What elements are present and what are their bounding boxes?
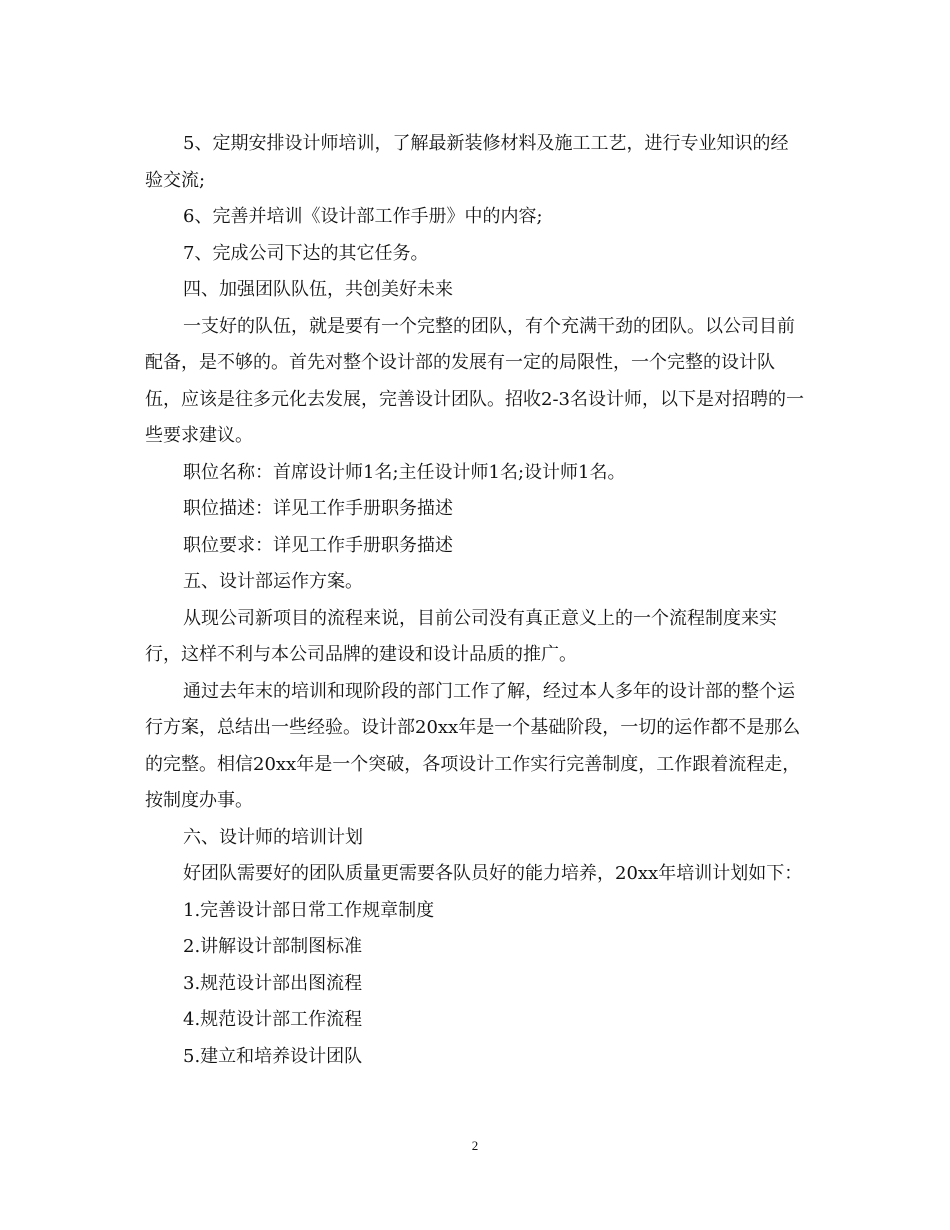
paragraph-position-requirements: 职位要求：详见工作手册职务描述	[183, 534, 453, 556]
list-item-5: 5.建立和培养设计团队	[183, 1045, 363, 1067]
page-number: 2	[471, 1138, 479, 1153]
paragraph-training-item-6: 6、完善并培训《设计部工作手册》中的内容;	[183, 206, 543, 227]
list-item-2: 2.讲解设计部制图标准	[183, 936, 363, 957]
list-item-3: 3.规范设计部出图流程	[183, 972, 363, 994]
paragraph-training-plan-intro: 好团队需要好的团队质量更需要各队员好的能力培养，20xx年培训计划如下：	[183, 863, 803, 884]
paragraph-position-description: 职位描述：详见工作手册职务描述	[183, 498, 453, 519]
document-body	[145, 126, 805, 1075]
paragraph-operation-plan: 通过去年末的培训和现阶段的部门工作了解，经过本人多年的设计部的整个运行方案，总结出一些经验。设计部20xx年是一个基础阶段，一切的运作都不是那么的完整。相信20xx年是一个突破，各项设计工作实行完善制度，工作跟着流程走，按制度办事。	[145, 680, 801, 811]
section-heading-5: 五、设计部运作方案。	[183, 571, 363, 592]
paragraph-training-item-7: 7、完成公司下达的其它任务。	[183, 242, 429, 264]
section-heading-4: 四、加强团队队伍，共创美好未来	[183, 279, 453, 300]
paragraph-position-name: 职位名称：首席设计师1名;主任设计师1名;设计师1名。	[183, 461, 626, 483]
paragraph-team-building: 一支好的队伍，就是要有一个完整的团队，有个充满干劲的团队。以公司目前配备，是不够的。首先对整个设计部的发展有一定的局限性，一个完整的设计队伍，应该是往多元化去发展，完善设计团队。招收2-3名设计师，以下是对招聘的一些要求建议。	[145, 315, 804, 446]
paragraph-training-item-5: 5、定期安排设计师培训，了解最新装修材料及施工工艺，进行专业知识的经验交流;	[145, 133, 789, 191]
paragraph-current-process: 从现公司新项目的流程来说，目前公司没有真正意义上的一个流程制度来实行，这样不利与本公司品牌的建设和设计品质的推广。	[145, 607, 777, 665]
list-item-1: 1.完善设计部日常工作规章制度	[183, 899, 435, 921]
section-heading-6: 六、设计师的培训计划	[183, 826, 363, 848]
list-item-4: 4.规范设计部工作流程	[183, 1009, 363, 1030]
